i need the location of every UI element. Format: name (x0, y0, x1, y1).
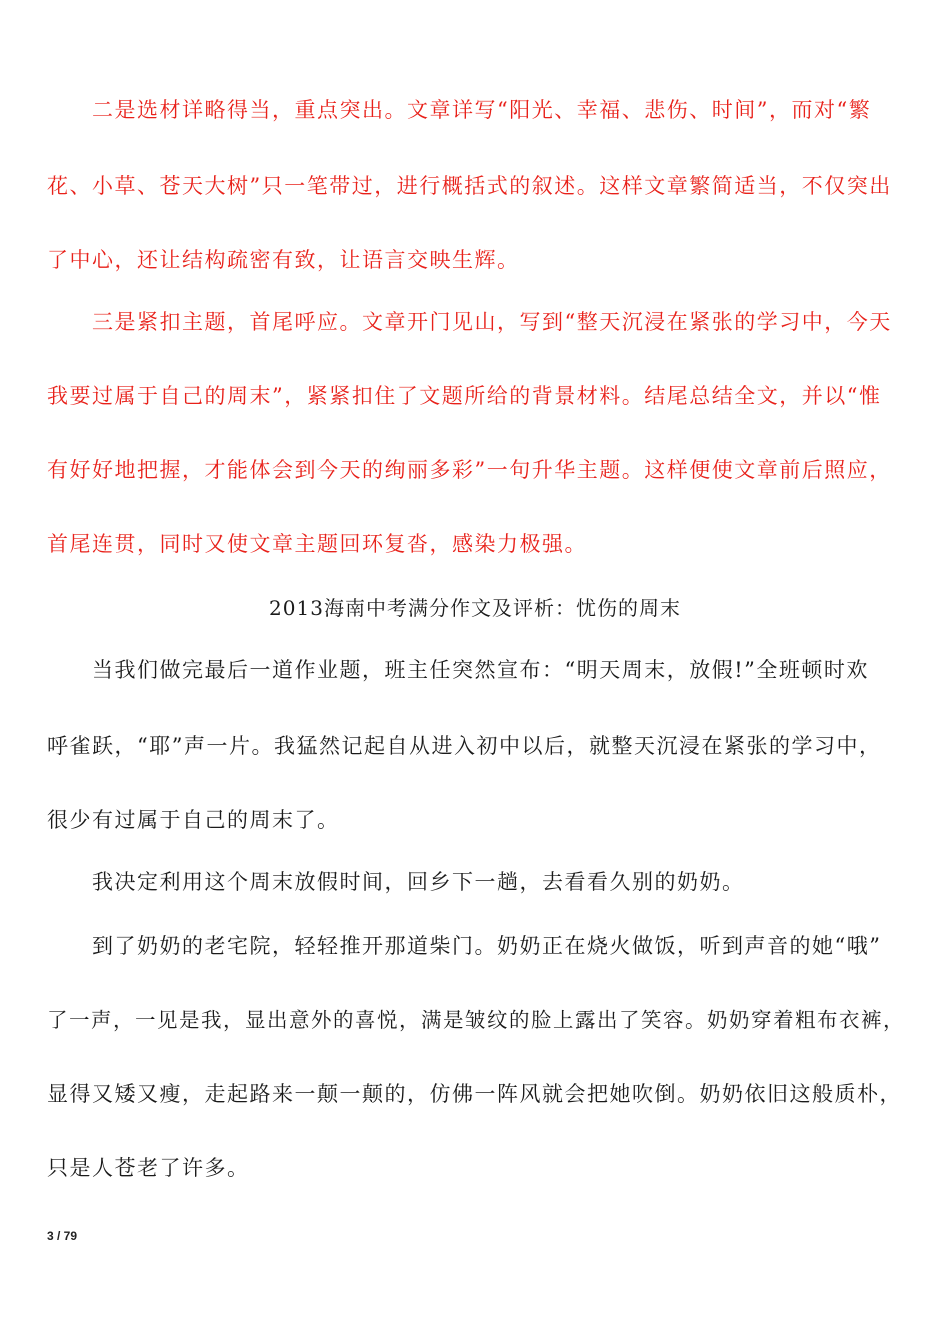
essay-p3-line-4: 只是人苍老了许多。 (47, 1156, 250, 1180)
commentary-p2-line-3: 了中心，还让结构疏密有致，让语言交映生辉。 (47, 248, 520, 272)
essay-p1-line-3: 很少有过属于自己的周末了。 (47, 808, 340, 832)
commentary-p3-line-1: 三是紧扣主题，首尾呼应。文章开门见山，写到“整天沉浸在紧张的学习中，今天 (92, 310, 892, 334)
commentary-p3-line-2: 我要过属于自己的周末”，紧紧扣住了文题所给的背景材料。结尾总结全文，并以“惟 (47, 384, 882, 408)
essay-p2-line-1: 我决定利用这个周末放假时间，回乡下一趟，去看看久别的奶奶。 (92, 870, 745, 894)
commentary-p2-line-2: 花、小草、苍天大树”只一笔带过，进行概括式的叙述。这样文章繁简适当，不仅突出 (47, 174, 892, 198)
essay-p1-line-1: 当我们做完最后一道作业题，班主任突然宣布：“明天周末，放假!”全班顿时欢 (92, 658, 869, 682)
essay-p3-line-2: 了一声，一见是我，显出意外的喜悦，满是皱纹的脸上露出了笑容。奶奶穿着粗布衣裤， (47, 1008, 905, 1032)
commentary-p3-line-4: 首尾连贯，同时又使文章主题回环复沓，感染力极强。 (47, 532, 587, 556)
essay-p1-line-2: 呼雀跃，“耶”声一片。我猛然记起自从进入初中以后，就整天沉浸在紧张的学习中， (47, 734, 882, 758)
essay-p3-line-3: 显得又矮又瘦，走起路来一颠一颠的，仿佛一阵风就会把她吹倒。奶奶依旧这般质朴， (47, 1082, 902, 1106)
commentary-p3-line-3: 有好好地把握，才能体会到今天的绚丽多彩”一句升华主题。这样便使文章前后照应， (47, 458, 892, 482)
page-number: 3 / 79 (47, 1229, 78, 1243)
essay-p3-line-1: 到了奶奶的老宅院，轻轻推开那道柴门。奶奶正在烧火做饭，听到声音的她“哦” (92, 934, 882, 958)
essay-title: 2013海南中考满分作文及评析：忧伤的周末 (269, 596, 681, 620)
commentary-p2-line-1: 二是选材详略得当，重点突出。文章详写“阳光、幸福、悲伤、时间”，而对“繁 (92, 98, 872, 122)
